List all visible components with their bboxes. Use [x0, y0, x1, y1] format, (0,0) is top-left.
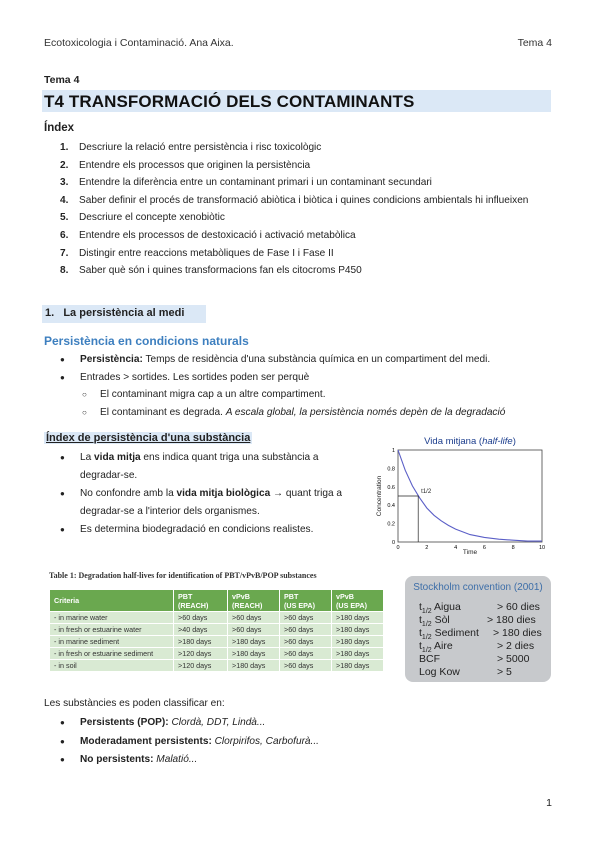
y-tick-label: 0.6 [387, 484, 395, 491]
chart-title: Vida mitjana (half-life) [424, 436, 516, 447]
table-row: - in marine water >60 days >60 days >60 days >180 days [50, 612, 384, 624]
half-life-annotation: t1/2 [421, 489, 432, 495]
list-item: ● No confondre amb la vida mitja biològica → quant triga a degradar-se a l'interior dels organismes. [60, 485, 350, 521]
plot-frame [398, 450, 542, 542]
stockholm-row: BCF > 5000 [419, 653, 530, 665]
y-tick-label: 0.8 [387, 466, 395, 473]
classification-intro: Les substàncies es poden classificar en: [44, 698, 225, 709]
half-life-chart-svg [372, 433, 552, 557]
x-tick-label: 8 [511, 545, 515, 551]
list-item: ● La vida mitja ens indica quant triga una substància a degradar-se. [60, 449, 350, 485]
x-tick-label: 4 [454, 545, 458, 551]
table-header: vPvB (US EPA) [332, 590, 384, 612]
y-axis-label: Concentration [376, 475, 383, 517]
list-item: ● Es determina biodegradació en condicions realistes. [60, 521, 350, 539]
axis-ticks [387, 448, 545, 551]
x-tick-label: 10 [538, 545, 546, 551]
table-caption: Table 1: Degradation half-lives for identification of PBT/vPvB/POP substances [49, 571, 317, 580]
page-number: 1 [546, 797, 552, 809]
list-item: ● Persistents (POP): Clordà, DDT, Lindà... [60, 714, 550, 733]
x-tick-label: 6 [482, 545, 486, 551]
table-header: vPvB (REACH) [228, 590, 280, 612]
decay-curve [398, 450, 542, 541]
list-item: ○ El contaminant migra cap a un altre compartiment. [60, 386, 550, 404]
y-tick-label: 0.2 [387, 521, 395, 528]
stockholm-row: Log Kow > 5 [419, 666, 512, 678]
table-row: - in fresh or estuarine water >40 days >60 days >60 days >180 days [50, 624, 384, 636]
table-row: - in soil >120 days >180 days >60 days >180 days [50, 660, 384, 672]
table-header: PBT (REACH) [174, 590, 228, 612]
page-title: T4 TRANSFORMACIÓ DELS CONTAMINANTS [44, 92, 415, 111]
index-item: 5. Descriure el concepte xenobiòtic [60, 212, 225, 224]
classification-list [60, 714, 550, 770]
list-item: ● Persistència: Temps de residència d'una substància química en un compartiment del medi. [60, 351, 550, 369]
x-axis-label: Time [462, 549, 478, 556]
index-item: 3. Entendre la diferència entre un contaminant primari i un contaminant secundari [60, 177, 432, 189]
index-item: 6. Entendre els processos de destoxicació i activació metabòlica [60, 229, 356, 241]
index-item: 8. Saber què són i quines transformacions fan els citocroms P450 [60, 265, 362, 277]
persistence-index-heading: Índex de persistència d'una substància [46, 432, 251, 444]
topic-label: Tema 4 [44, 74, 80, 86]
list-item: ● Moderadament persistents: Clorpirifos, Carbofurà... [60, 733, 550, 752]
list-item: ○ El contaminant es degrada. A escala global, la persistència només depèn de la degradació [60, 404, 550, 422]
persistence-bullets [60, 351, 550, 421]
index-item: 1. Descriure la relació entre persistència i risc toxicològic [60, 142, 322, 153]
table-row: - in fresh or estuarine sediment >120 days >180 days >60 days >180 days [50, 648, 384, 660]
index-list [60, 139, 550, 280]
index-item: 2. Entendre els processos que originen la persistència [60, 159, 311, 171]
sub-bullets [60, 386, 550, 421]
index-item: 4. Saber definir el procés de transformació abiòtica i biòtica i quines condicions ambientals hi influeixen [60, 194, 529, 206]
degradation-table [49, 589, 384, 672]
stockholm-row: $t_{1/2}$ Sediment > 180 dies [419, 627, 542, 642]
x-tick-label: 2 [425, 545, 429, 551]
list-item: ● Entrades > sortides. Les sortides poden ser perquè ○ El contaminant migra cap a un altre compartiment. ○ El contaminant es degrada. A escala global, la persistència només depèn de la degradació [60, 369, 550, 422]
list-item: ● No persistents: Malatió... [60, 751, 550, 770]
index-heading: Índex [44, 122, 75, 134]
table-header-row [50, 590, 384, 612]
document-header-topic: Tema 4 [517, 37, 552, 49]
half-life-bullets [60, 449, 350, 539]
section-title: 1. La persistència al medi [45, 307, 185, 319]
half-life-guide [398, 496, 418, 542]
y-tick-label: 0.4 [387, 503, 395, 510]
x-tick-label: 0 [396, 545, 400, 551]
stockholm-row: $t_{1/2}$ Sòl > 180 dies [419, 614, 536, 629]
stockholm-row: $t_{1/2}$ Aire > 2 dies [419, 640, 535, 655]
stockholm-title: Stockholm convention (2001) [413, 582, 543, 593]
y-tick-label: 1 [391, 448, 395, 454]
table-row: - in marine sediment >180 days >180 days >60 days >180 days [50, 636, 384, 648]
half-life-chart [372, 433, 552, 557]
subsection-heading: Persistència en condicions naturals [44, 334, 249, 348]
y-tick-label: 0 [391, 540, 395, 546]
table-header: Criteria [50, 590, 174, 612]
table-header: PBT (US EPA) [280, 590, 332, 612]
stockholm-convention-box [405, 576, 551, 682]
index-item: 7. Distingir entre reaccions metabòliques de Fase I i Fase II [60, 247, 334, 259]
document-header-title: Ecotoxicologia i Contaminació. Ana Aixa. [44, 37, 234, 49]
stockholm-row: $t_{1/2}$ Aigua > 60 dies [419, 601, 540, 616]
